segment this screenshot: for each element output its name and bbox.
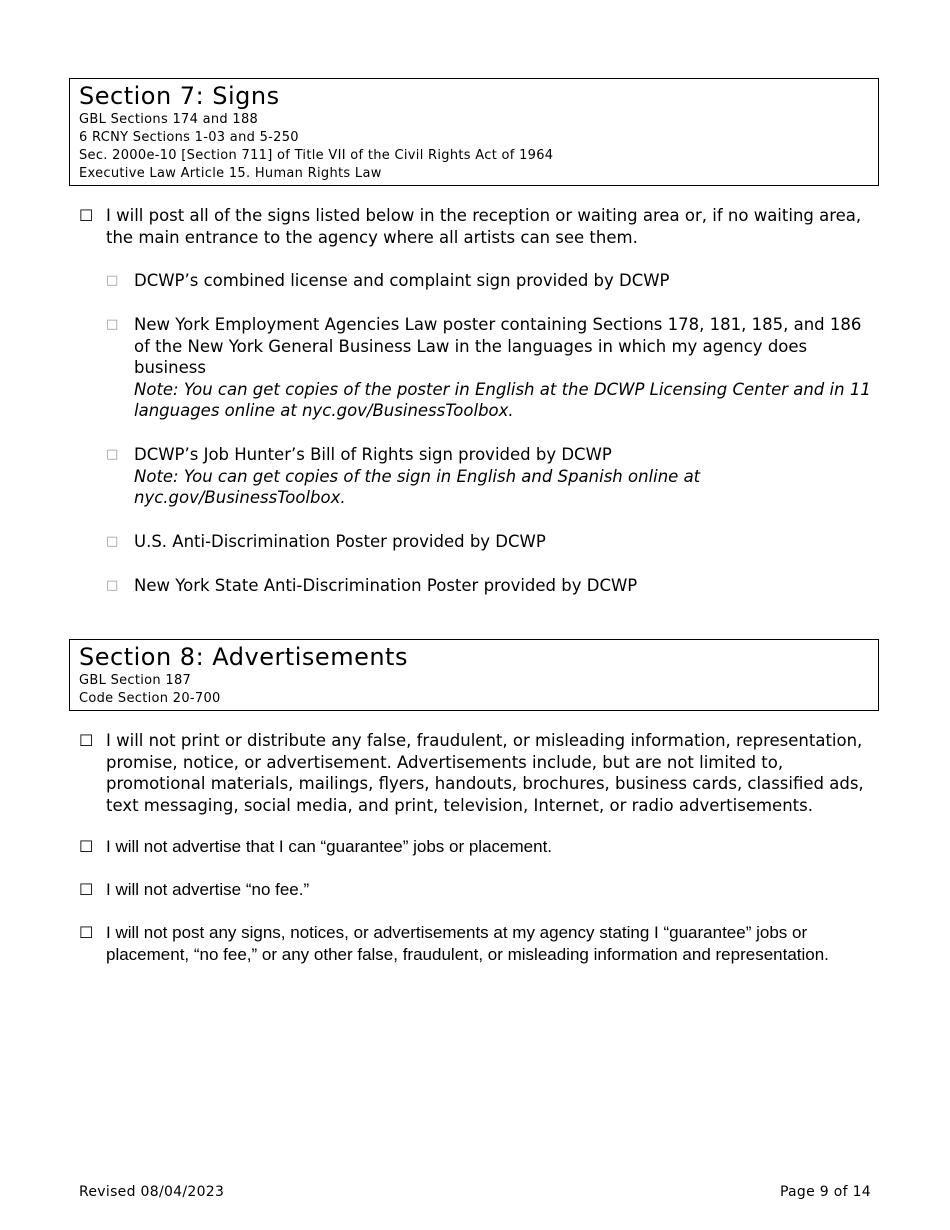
page-number: Page 9 of 14 [779,1184,871,1200]
sign-item-license [106,270,876,292]
section-7-title: Section 7: Signs [79,82,280,110]
sign-item-ny-poster [106,314,876,422]
advert-item-text: I will not advertise that I can “guarantee” jobs or placement. [106,837,553,856]
section-8-header [69,639,879,711]
section-8-ref-1: GBL Section 187 [79,673,192,688]
advert-item-text: I will not print or distribute any false, fraudulent, or misleading information, representation, promise, notice, or advertisement. Advertisements include, but are not limited to, promotional materials, mailings, flyers, handouts, brochures, business cards, classified ads, text messaging, social media, and print, television, Internet, or radio advertisements. [106,731,864,815]
sign-item-note: Note: You can get copies of the sign in English and Spanish online at nyc.gov/BusinessToolbox. [134,466,701,507]
sign-item-nys-poster [106,575,876,597]
sub-checkbox[interactable]: □ [106,447,119,462]
advert-item-text: I will not post any signs, notices, or advertisements at my agency stating I “guarantee” jobs or placement, “no fee,” or any other false, fraudulent, or misleading information and representation. [106,923,829,964]
sign-item-text: U.S. Anti-Discrimination Poster provided by DCWP [134,532,546,551]
sign-item-text: DCWP’s Job Hunter’s Bill of Rights sign provided by DCWP [134,445,612,464]
sign-item-text: New York State Anti-Discrimination Poster provided by DCWP [134,576,638,595]
checkbox[interactable]: ☐ [79,923,94,942]
section-7-ref-2: 6 RCNY Sections 1-03 and 5-250 [79,130,299,145]
advert-item-text: I will not advertise “no fee.” [106,880,310,899]
sign-item-bill-of-rights [106,444,876,509]
sub-checkbox[interactable]: □ [106,534,119,549]
advert-item-signs [79,922,879,965]
section-7-main-item [79,205,879,248]
sign-item-text-block [134,444,876,509]
sub-checkbox[interactable]: □ [106,578,119,593]
sign-item-text: DCWP’s combined license and complaint sign provided by DCWP [134,271,670,290]
sign-item-text: New York Employment Agencies Law poster containing Sections 178, 181, 185, and 186 of the New York General Business Law in the languages in which my agency does business [134,315,862,377]
section-7-ref-4: Executive Law Article 15. Human Rights Law [79,166,382,181]
section-7-header [69,78,879,186]
sub-checkbox[interactable]: □ [106,317,119,332]
sign-item-text-block [134,314,876,422]
section-8-ref-2: Code Section 20-700 [79,691,221,706]
checkbox[interactable]: ☐ [79,731,94,750]
sign-item-note: Note: You can get copies of the poster in English at the DCWP Licensing Center and in 11 languages online at nyc.gov/BusinessToolbox. [134,379,871,420]
section-7-ref-1: GBL Sections 174 and 188 [79,112,259,127]
section-8-title: Section 8: Advertisements [79,643,408,671]
section-7-ref-3: Sec. 2000e-10 [Section 711] of Title VII of the Civil Rights Act of 1964 [79,148,554,163]
section-7-main-text: I will post all of the signs listed below in the reception or waiting area or, if no waiting area, the main entrance to the agency where all artists can see them. [106,206,862,247]
checkbox[interactable]: ☐ [79,880,94,899]
sign-item-us-poster [106,531,876,553]
sub-checkbox[interactable]: □ [106,273,119,288]
advert-item-false-info [79,730,879,816]
revised-date: Revised 08/04/2023 [79,1184,225,1200]
checkbox[interactable]: ☐ [79,837,94,856]
advert-item-no-fee [79,879,879,901]
checkbox[interactable]: ☐ [79,206,94,225]
advert-item-guarantee [79,836,879,858]
